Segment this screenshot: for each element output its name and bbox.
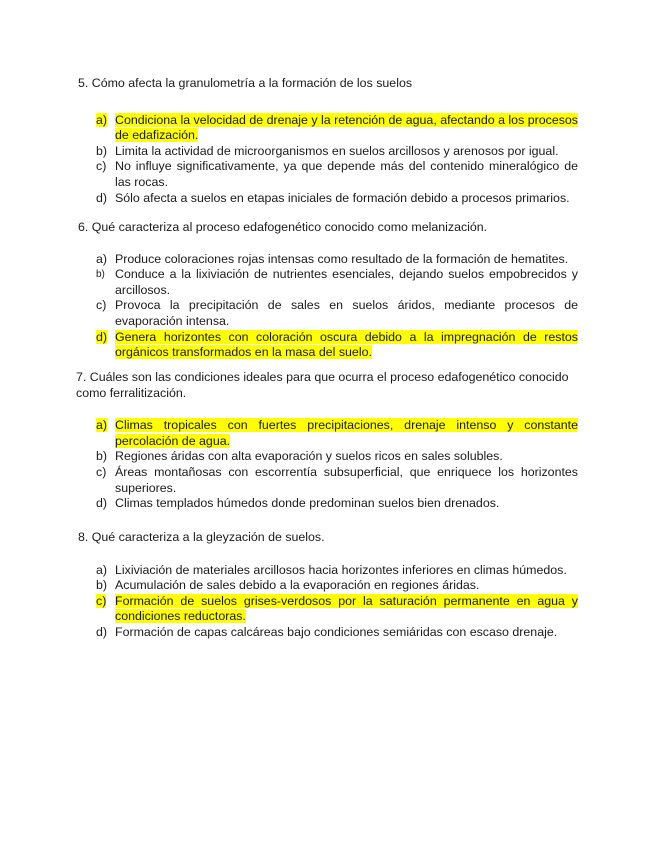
option-letter: d) — [96, 329, 108, 344]
option-text: Produce coloraciones rojas intensas como resultado de la formación de hematites. — [115, 251, 569, 266]
option-letter: a) — [96, 112, 108, 127]
option-letter: b) — [96, 269, 105, 281]
option-text: Sólo afecta a suelos en etapas iniciales de formación debido a procesos primarios. — [115, 190, 570, 205]
option-letter: d) — [96, 190, 108, 205]
answer-option-c — [78, 159, 578, 190]
question-6 — [78, 220, 578, 361]
answer-options — [78, 563, 578, 641]
option-text: Limita la actividad de microorganismos en suelos arcillosos y arenosos por igual. — [115, 143, 559, 158]
option-letter: c) — [96, 464, 107, 479]
answer-option-c — [78, 298, 578, 329]
question-title: 7. Cuáles son las condiciones ideales para que ocurra el proceso edafogenético conocido como ferralitización. — [76, 370, 569, 400]
answer-option-a — [78, 252, 578, 268]
option-text: Genera horizontes con coloración oscura debido a la impregnación de restos orgánicos transformados en la masa del suelo. — [115, 329, 578, 360]
answer-options — [78, 113, 578, 207]
option-letter: c) — [96, 593, 107, 608]
option-text: Provoca la precipitación de sales en suelos áridos, mediante procesos de evaporación intensa. — [115, 298, 578, 328]
answer-option-b — [78, 449, 578, 465]
question-8 — [78, 530, 578, 641]
answer-options — [78, 418, 578, 512]
option-letter: d) — [96, 624, 108, 639]
question-title: 6. Qué caracteriza al proceso edafogenético conocido como melanización. — [78, 220, 488, 234]
option-text: Conduce a la lixiviación de nutrientes esenciales, dejando suelos empobrecidos y arcillosos. — [115, 267, 578, 297]
answer-option-a — [78, 563, 578, 579]
question-title: 5. Cómo afecta la granulometría a la formación de los suelos — [78, 76, 413, 90]
answer-option-d — [78, 496, 578, 512]
option-text: No influye significativamente, ya que depende más del contenido mineralógico de las rocas. — [115, 159, 578, 189]
option-letter: c) — [96, 298, 107, 313]
answer-option-b — [78, 144, 578, 160]
option-letter: a) — [96, 251, 108, 266]
option-text: Acumulación de sales debido a la evaporación en regiones áridas. — [115, 578, 480, 593]
answer-option-a — [78, 418, 578, 449]
question-title: 8. Qué caracteriza a la gleyzación de suelos. — [78, 530, 325, 544]
answer-option-d — [78, 330, 578, 361]
answer-option-d — [78, 625, 578, 641]
option-letter: a) — [96, 418, 108, 433]
answer-option-d — [78, 191, 578, 207]
option-text: Lixiviación de materiales arcillosos hacia horizontes inferiores en climas húmedos. — [115, 562, 567, 577]
option-letter: d) — [96, 496, 108, 511]
option-letter: c) — [96, 159, 107, 174]
option-text: Climas templados húmedos donde predominan suelos bien drenados. — [115, 496, 500, 511]
option-letter: b) — [96, 578, 108, 593]
question-5 — [78, 76, 578, 206]
option-text: Formación de capas calcáreas bajo condiciones semiáridas con escaso drenaje. — [115, 624, 558, 639]
option-text: Áreas montañosas con escorrentía subsuperficial, que enriquece los horizontes superiores. — [115, 464, 578, 495]
option-text: Regiones áridas con alta evaporación y suelos ricos en sales solubles. — [115, 449, 503, 464]
question-7 — [78, 370, 578, 512]
answer-option-c — [78, 465, 578, 496]
option-text: Formación de suelos grises-verdosos por la saturación permanente en agua y condiciones reductoras. — [115, 593, 578, 624]
option-letter: a) — [96, 562, 108, 577]
option-letter: b) — [96, 143, 108, 158]
answer-option-a — [78, 113, 578, 144]
answer-options — [78, 252, 578, 361]
answer-option-b — [78, 578, 578, 594]
option-letter: b) — [96, 449, 108, 464]
option-text: Climas tropicales con fuertes precipitaciones, drenaje intenso y constante percolación de agua. — [115, 418, 578, 448]
option-text: Condiciona la velocidad de drenaje y la retención de agua, afectando a los procesos de edafización. — [115, 112, 578, 143]
answer-option-b — [78, 267, 578, 298]
answer-option-c — [78, 594, 578, 625]
